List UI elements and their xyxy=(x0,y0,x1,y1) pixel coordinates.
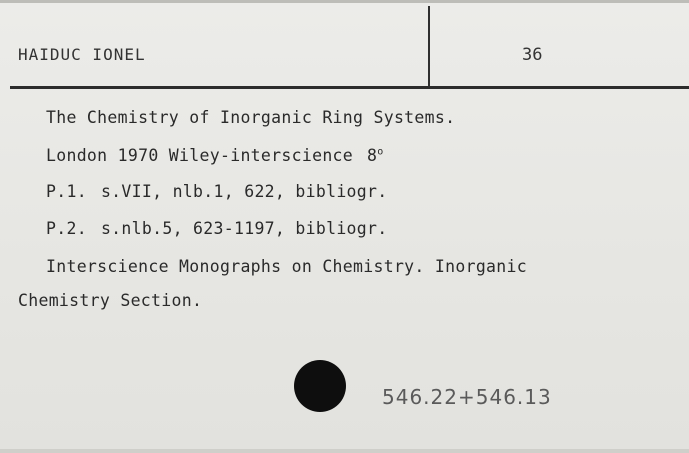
title-line: The Chemistry of Inorganic Ring Systems. xyxy=(46,108,456,127)
part1-text: s.VII, nlb.1, 622, bibliogr. xyxy=(100,182,388,201)
series-line-2: Chemistry Section. xyxy=(18,291,203,310)
part1-line xyxy=(46,182,388,201)
series-line-1: Interscience Monographs on Chemistry. Inorganic xyxy=(46,257,527,276)
author-heading: HAIDUC IONEL xyxy=(18,45,146,64)
imprint-line xyxy=(46,146,384,165)
classification-number: 546.22+546.13 xyxy=(382,385,552,409)
format-superscript: o xyxy=(377,146,384,158)
card-bottom-edge xyxy=(0,449,689,453)
imprint-text: London 1970 Wiley-interscience xyxy=(46,146,354,165)
card-top-edge xyxy=(0,0,689,3)
part2-line xyxy=(46,219,388,238)
punch-hole xyxy=(294,360,346,412)
format-text: 8 xyxy=(367,146,378,165)
part2-text: s.nlb.5, 623-1197, bibliogr. xyxy=(100,219,388,238)
part1-label: P.1. xyxy=(46,182,87,201)
header-divider-horizontal xyxy=(10,86,689,89)
header-divider-vertical xyxy=(428,6,430,86)
part2-label: P.2. xyxy=(46,219,87,238)
card-number: 36 xyxy=(522,45,543,65)
